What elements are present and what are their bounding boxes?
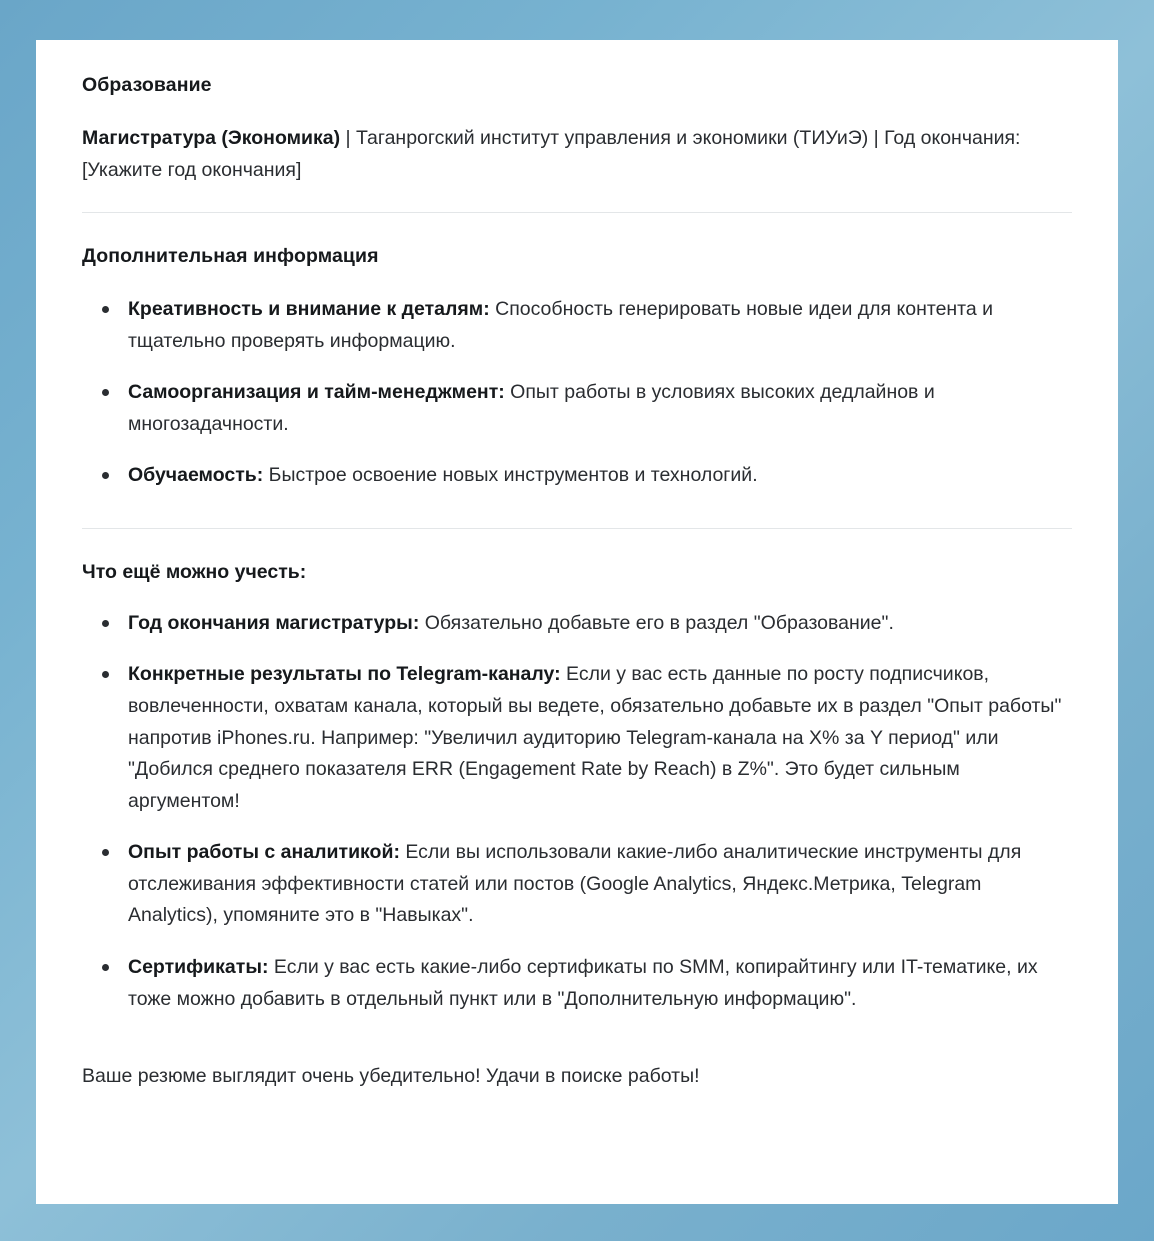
list-item-text: Если у вас есть какие-либо сертификаты по SMM, копирайтингу или IT-тематике, их тоже можно добавить в отдельный пункт или в "Дополнительную информацию". bbox=[128, 956, 1038, 1010]
list-item bbox=[128, 952, 1072, 1015]
what-else-heading: Что ещё можно учесть: bbox=[82, 561, 307, 584]
education-details: | Таганрогский институт управления и экономики (ТИУиЭ) | Год окончания: [Укажите год окончания] bbox=[82, 126, 1021, 181]
list-item bbox=[128, 608, 1072, 640]
list-item-label: Самоорганизация и тайм-менеджмент: bbox=[128, 381, 505, 404]
list-item bbox=[128, 659, 1072, 817]
document-page bbox=[36, 40, 1118, 1204]
list-item-text: Способность генерировать новые идеи для контента и тщательно проверять информацию. bbox=[128, 298, 994, 352]
spacer bbox=[82, 516, 1072, 528]
list-item-text: Опыт работы в условиях высоких дедлайнов и многозадачности. bbox=[128, 381, 935, 435]
list-item-text: Если вы использовали какие-либо аналитические инструменты для отслеживания эффективности статей или постов (Google Analytics, Яндекс.Метрика, Telegram Analytics), упомяните это в "Навыках". bbox=[128, 841, 1022, 927]
spacer bbox=[82, 1039, 1072, 1057]
education-entry bbox=[82, 123, 1072, 187]
list-item-text: Быстрое освоение новых инструментов и технологий. bbox=[263, 464, 758, 487]
list-item-label: Опыт работы с аналитикой: bbox=[128, 841, 400, 864]
list-item-text: Если у вас есть данные по росту подписчиков, вовлеченности, охватам канала, который вы ведете, обязательно добавьте их в раздел "Опыт работы" напротив iPhones.ru. Например: "Увеличил аудиторию Telegram-канала на X% за Y период" или "Добился среднего показателя ERR (Engagement Rate by Reach) в Z%". Это будет сильным аргументом! bbox=[128, 663, 1062, 812]
additional-info-list bbox=[82, 294, 1072, 492]
divider-education bbox=[82, 212, 1072, 213]
list-item bbox=[128, 460, 1072, 492]
list-item-label: Сертификаты: bbox=[128, 956, 269, 979]
list-item-label: Креативность и внимание к деталям: bbox=[128, 298, 490, 321]
list-item-label: Обучаемость: bbox=[128, 464, 264, 487]
list-item bbox=[128, 294, 1072, 357]
list-item-label: Конкретные результаты по Telegram-каналу: bbox=[128, 663, 561, 686]
closing-message: Ваше резюме выглядит очень убедительно! Удачи в поиске работы! bbox=[82, 1065, 700, 1088]
list-item-label: Год окончания магистратуры: bbox=[128, 611, 420, 634]
education-degree: Магистратура (Экономика) bbox=[82, 126, 341, 149]
resume-feedback-document bbox=[82, 70, 1072, 1092]
list-item bbox=[128, 377, 1072, 440]
what-else-list bbox=[82, 608, 1072, 1015]
education-heading: Образование bbox=[82, 74, 212, 96]
divider-additional-info bbox=[82, 528, 1072, 529]
list-item bbox=[128, 837, 1072, 932]
list-item-text: Обязательно добавьте его в раздел "Образование". bbox=[419, 611, 894, 634]
additional-info-heading: Дополнительная информация bbox=[82, 245, 379, 268]
